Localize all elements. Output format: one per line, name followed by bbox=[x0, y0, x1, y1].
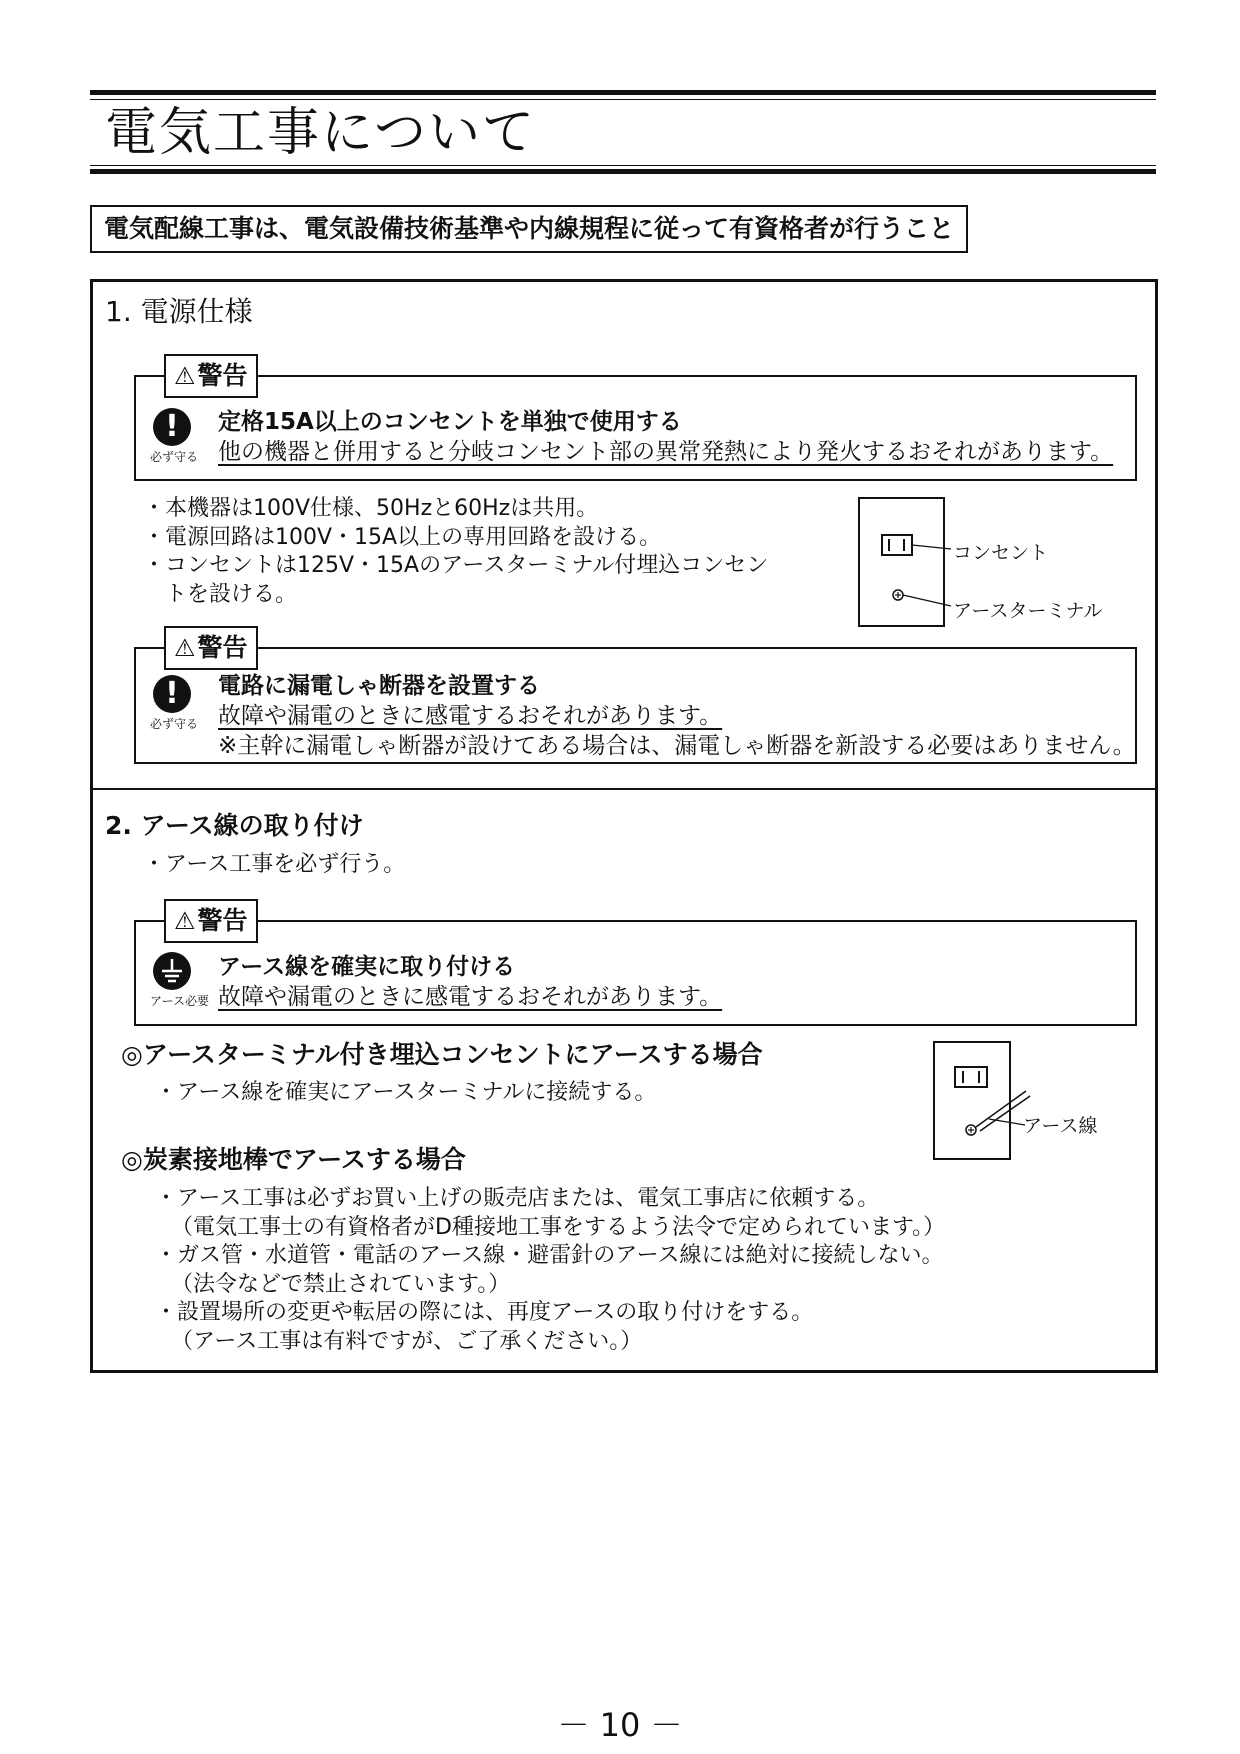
exclamation-icon: ! bbox=[153, 408, 191, 446]
warning-heading: 定格15A以上のコンセントを単独で使用する bbox=[218, 409, 682, 435]
list-item: ・アース工事を必ず行う。 bbox=[143, 852, 406, 877]
symbol-caption: アース必要 bbox=[150, 994, 210, 1008]
outlet-with-earth-wire-icon bbox=[933, 1041, 1011, 1160]
must-follow-symbol bbox=[150, 675, 199, 732]
earth-wire-figure bbox=[933, 1041, 1011, 1160]
warning-triangle-icon: ⚠ bbox=[174, 907, 196, 935]
warning-box-1 bbox=[134, 361, 1137, 481]
exclamation-icon: ! bbox=[153, 675, 191, 713]
warning-label: ⚠警告 bbox=[164, 626, 258, 670]
warning-text bbox=[218, 671, 1136, 761]
carbon-rod-list bbox=[155, 1185, 945, 1356]
outlet-label: コンセント bbox=[953, 542, 1049, 564]
warning-heading: アース線を確実に取り付ける bbox=[218, 954, 516, 980]
must-follow-symbol bbox=[150, 408, 199, 465]
warning-box-2 bbox=[134, 633, 1137, 764]
page-number: － 10 － bbox=[557, 1706, 683, 1744]
warning-box-3 bbox=[134, 906, 1137, 1026]
list-item: ・アース工事は必ずお買い上げの販売店または、電気工事店に依頼する。 bbox=[155, 1186, 880, 1211]
spec-bullets bbox=[143, 495, 768, 609]
outlet-figure bbox=[858, 497, 945, 627]
list-item: ・電源回路は100V・15A以上の専用回路を設ける。 bbox=[143, 524, 662, 550]
warning-text bbox=[218, 407, 1113, 467]
list-item-note: （電気工事士の有資格者がD種接地工事をするよう法令で定められています。） bbox=[171, 1214, 946, 1240]
page-title: 電気工事について bbox=[105, 103, 536, 163]
title-rule-thin bbox=[90, 165, 1156, 166]
top-rule-thick bbox=[90, 90, 1156, 95]
list-item-note: （法令などで禁止されています。） bbox=[171, 1271, 511, 1297]
warning-body: 故障や漏電のときに感電するおそれがあります。 bbox=[218, 984, 723, 1010]
symbol-caption: 必ず守る bbox=[150, 450, 199, 464]
warning-body: 他の機器と併用すると分岐コンセント部の異常発熱により発火するおそれがあります。 bbox=[218, 439, 1114, 465]
main-box bbox=[90, 279, 1158, 1373]
outlet-icon bbox=[858, 497, 945, 627]
list-item: ・ガス管・水道管・電話のアース線・避雷針のアース線には絶対に接続しない。 bbox=[155, 1243, 944, 1268]
notice-box: 電気配線工事は、電気設備技術基準や内線規程に従って有資格者が行うこと bbox=[90, 205, 968, 253]
list-item: ・本機器は100V仕様、50Hzと60Hzは共用。 bbox=[143, 496, 599, 521]
section1-title: 1. 電源仕様 bbox=[105, 295, 253, 328]
list-item-note: （アース工事は有料ですが、ご了承ください。） bbox=[171, 1328, 643, 1354]
symbol-caption: 必ず守る bbox=[150, 717, 199, 731]
list-item: ・アース線を確実にアースターミナルに接続する。 bbox=[155, 1080, 657, 1105]
list-item: ・コンセントは125V・15Aのアースターミナル付埋込コンセン bbox=[143, 553, 769, 578]
warning-triangle-icon: ⚠ bbox=[174, 362, 196, 390]
sub-heading-carbon-rod: ◎炭素接地棒でアースする場合 bbox=[121, 1145, 466, 1174]
list-item: トを設ける。 bbox=[143, 581, 298, 607]
list-item: ・設置場所の変更や転居の際には、再度アースの取り付けをする。 bbox=[155, 1300, 814, 1325]
title-rule-thick bbox=[90, 169, 1156, 174]
warning-triangle-icon: ⚠ bbox=[174, 634, 196, 662]
warning-label: ⚠警告 bbox=[164, 354, 258, 398]
earth-wire-label: アース線 bbox=[1023, 1115, 1098, 1137]
warning-heading: 電路に漏電しゃ断器を設置する bbox=[218, 673, 540, 699]
section2-title: 2. アース線の取り付け bbox=[105, 811, 364, 840]
sub-heading-terminal: ◎アースターミナル付き埋込コンセントにアースする場合 bbox=[121, 1040, 763, 1069]
warning-text bbox=[218, 952, 722, 1012]
warning-label: ⚠警告 bbox=[164, 899, 258, 943]
section-divider bbox=[93, 788, 1155, 790]
ground-icon bbox=[153, 952, 191, 990]
earth-terminal-label: アースターミナル bbox=[953, 600, 1103, 622]
earth-required-symbol bbox=[150, 952, 210, 1009]
warning-body: 故障や漏電のときに感電するおそれがあります。 bbox=[218, 703, 723, 729]
warning-note: ※主幹に漏電しゃ断器が設けてある場合は、漏電しゃ断器を新設する必要はありません。 bbox=[218, 733, 1136, 759]
